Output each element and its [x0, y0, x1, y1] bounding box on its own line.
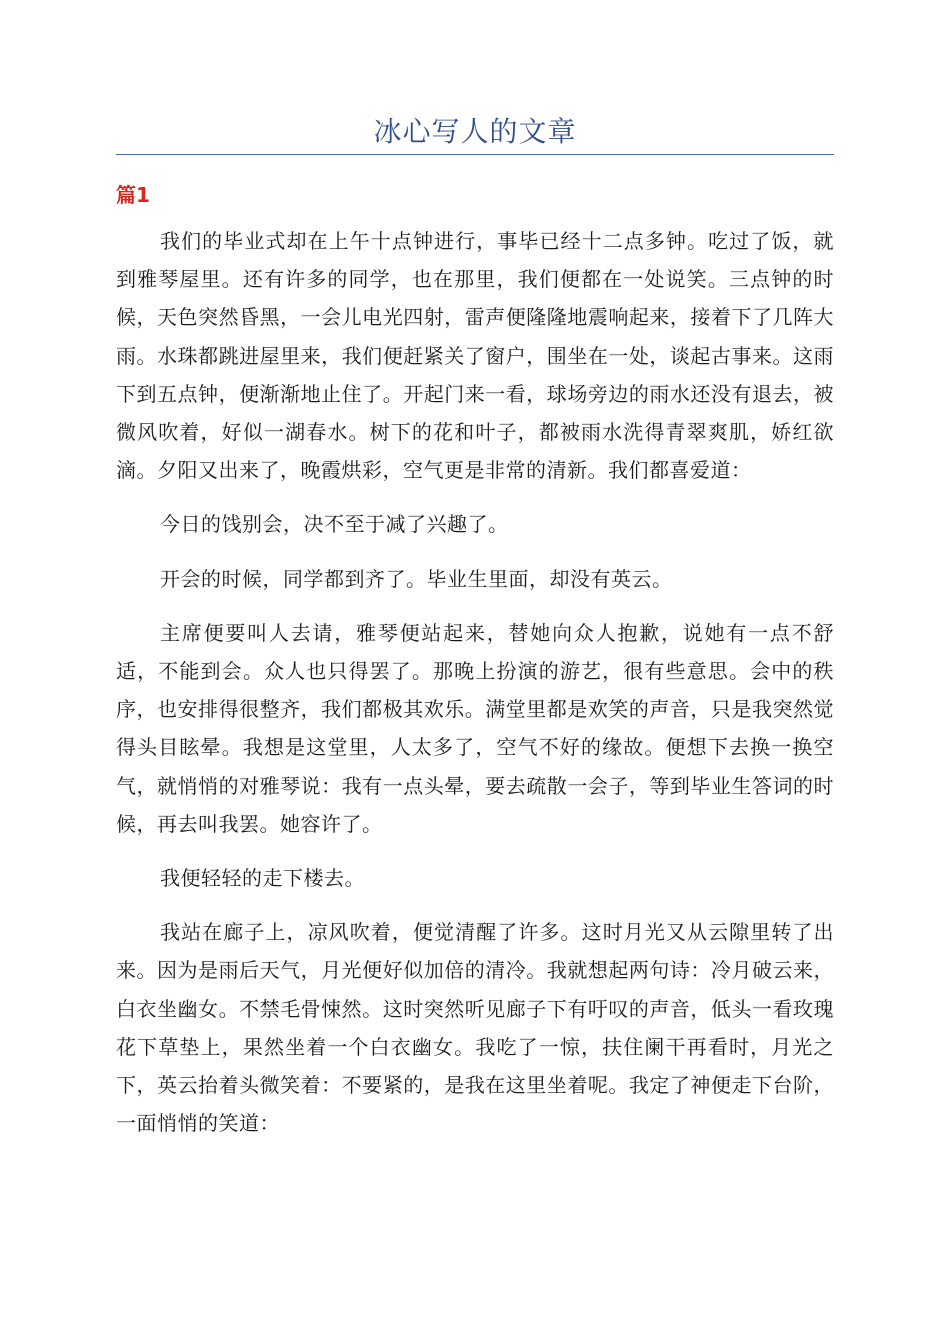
title-divider	[116, 154, 834, 155]
document-title: 冰心写人的文章	[373, 115, 577, 148]
paragraph: 我站在廊子上，凉风吹着，便觉清醒了许多。这时月光又从云隙里转了出来。因为是雨后天气，月光便好似加倍的清冷。我就想起两句诗：冷月破云来，白衣坐幽女。不禁毛骨悚然。这时突然听见廊子下有吁叹的声音，低头一看玫瑰花下草垫上，果然坐着一个白衣幽女。我吃了一惊，扶住阑干再看时，月光之下，英云抬着头微笑着：不要紧的，是我在这里坐着呢。我定了神便走下台阶，一面悄悄的笑道：	[116, 920, 834, 1136]
body-text	[116, 222, 834, 1158]
section-heading: 篇1	[116, 183, 150, 207]
paragraph: 我便轻轻的走下楼去。	[160, 866, 365, 891]
paragraph: 我们的毕业式却在上午十点钟进行，事毕已经十二点多钟。吃过了饭，就到雅琴屋里。还有许多的同学，也在那里，我们便都在一处说笑。三点钟的时候，天色突然昏黑，一会儿电光四射，雷声便隆隆地震响起来，接着下了几阵大雨。水珠都跳进屋里来，我们便赶紧关了窗户，围坐在一处，谈起古事来。这雨下到五点钟，便渐渐地止住了。开起门来一看，球场旁边的雨水还没有退去，被微风吹着，好似一湖春水。树下的花和叶子，都被雨水洗得青翠爽肌，娇红欲滴。夕阳又出来了，晚霞烘彩，空气更是非常的清新。我们都喜爱道：	[116, 229, 834, 483]
paragraph: 开会的时候，同学都到齐了。毕业生里面，却没有英云。	[160, 566, 673, 591]
paragraph: 主席便要叫人去请，雅琴便站起来，替她向众人抱歉，说她有一点不舒适，不能到会。众人也只得罢了。那晚上扮演的游艺，很有些意思。会中的秩序，也安排得很整齐，我们都极其欢乐。满堂里都是欢笑的声音，只是我突然觉得头目眩晕。我想是这堂里，人太多了，空气不好的缘故。便想下去换一换空气，就悄悄的对雅琴说：我有一点头晕，要去疏散一会子，等到毕业生答词的时候，再去叫我罢。她容许了。	[116, 620, 834, 836]
paragraph: 今日的饯别会，决不至于减了兴趣了。	[160, 512, 509, 537]
